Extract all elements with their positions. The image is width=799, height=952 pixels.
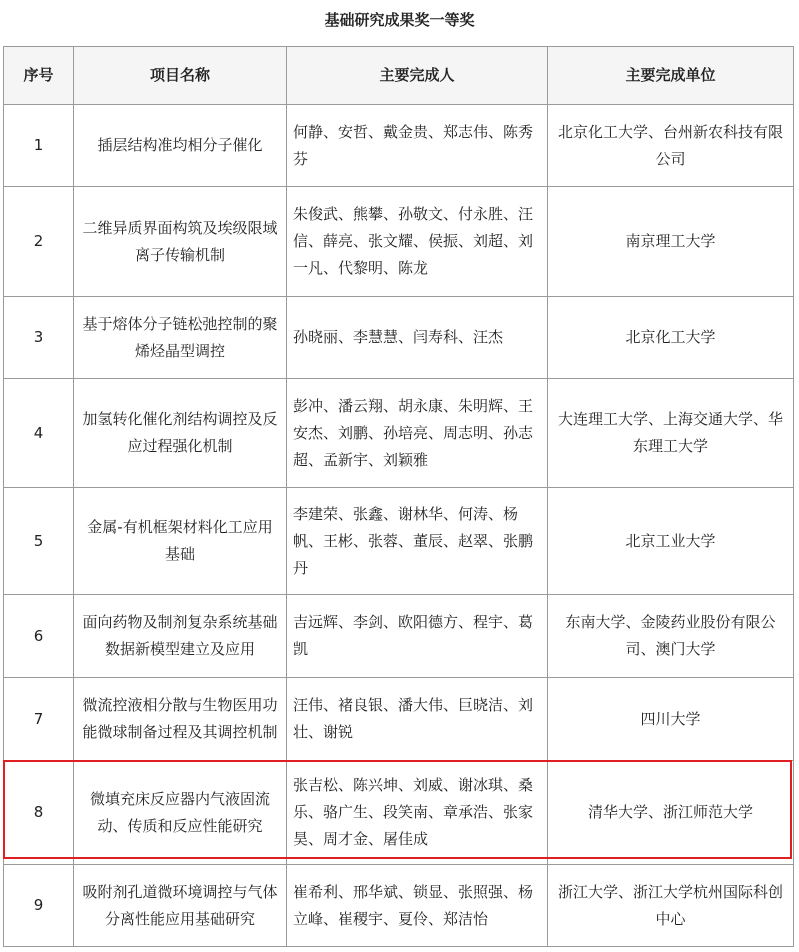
table-row (4, 379, 794, 488)
main-units: 北京工业大学 (548, 488, 794, 595)
table-header-row (4, 47, 794, 105)
main-contributors: 孙晓丽、李慧慧、闫寿科、汪杰 (287, 297, 548, 379)
main-units: 南京理工大学 (548, 187, 794, 297)
row-number: 9 (4, 865, 74, 947)
project-name: 加氢转化催化剂结构调控及反应过程强化机制 (74, 379, 287, 488)
row-number: 6 (4, 595, 74, 678)
main-units: 浙江大学、浙江大学杭州国际科创中心 (548, 865, 794, 947)
page-title: 基础研究成果奖一等奖 (324, 10, 475, 29)
main-contributors: 彭冲、潘云翔、胡永康、朱明辉、王安杰、刘鹏、孙培亮、周志明、孙志超、孟新宇、刘颖雅 (287, 379, 548, 488)
table-row (4, 865, 794, 947)
project-name: 二维异质界面构筑及埃级限域离子传输机制 (74, 187, 287, 297)
main-units: 四川大学 (548, 678, 794, 761)
header-units: 主要完成单位 (548, 47, 794, 105)
main-units: 清华大学、浙江师范大学 (548, 761, 794, 865)
table-row (4, 297, 794, 379)
main-contributors: 朱俊武、熊攀、孙敬文、付永胜、汪信、薛亮、张文耀、侯振、刘超、刘一凡、代黎明、陈龙 (287, 187, 548, 297)
header-name: 项目名称 (74, 47, 287, 105)
project-name: 基于熔体分子链松弛控制的聚烯烃晶型调控 (74, 297, 287, 379)
row-number: 5 (4, 488, 74, 595)
project-name: 面向药物及制剂复杂系统基础数据新模型建立及应用 (74, 595, 287, 678)
awards-table (3, 46, 794, 947)
table-row (4, 105, 794, 187)
main-contributors: 何静、安哲、戴金贵、郑志伟、陈秀芬 (287, 105, 548, 187)
table-row (4, 595, 794, 678)
main-contributors: 李建荣、张鑫、谢林华、何涛、杨帆、王彬、张蓉、董辰、赵翠、张鹏丹 (287, 488, 548, 595)
project-name: 吸附剂孔道微环境调控与气体分离性能应用基础研究 (74, 865, 287, 947)
main-contributors: 汪伟、褚良银、潘大伟、巨晓洁、刘壮、谢锐 (287, 678, 548, 761)
project-name: 金属-有机框架材料化工应用基础 (74, 488, 287, 595)
header-no: 序号 (4, 47, 74, 105)
table-row (4, 488, 794, 595)
header-people: 主要完成人 (287, 47, 548, 105)
row-number: 7 (4, 678, 74, 761)
row-number: 3 (4, 297, 74, 379)
main-contributors: 张吉松、陈兴坤、刘威、谢冰琪、桑乐、骆广生、段笑南、章承浩、张家昊、周才金、屠佳成 (287, 761, 548, 865)
table-row (4, 678, 794, 761)
main-units: 北京化工大学 (548, 297, 794, 379)
project-name: 插层结构准均相分子催化 (74, 105, 287, 187)
main-units: 大连理工大学、上海交通大学、华东理工大学 (548, 379, 794, 488)
row-number: 8 (4, 761, 74, 865)
row-number: 4 (4, 379, 74, 488)
main-contributors: 崔希利、邢华斌、锁显、张照强、杨立峰、崔稷宇、夏伶、郑洁怡 (287, 865, 548, 947)
row-number: 2 (4, 187, 74, 297)
main-units: 北京化工大学、台州新农科技有限公司 (548, 105, 794, 187)
row-number: 1 (4, 105, 74, 187)
project-name: 微流控液相分散与生物医用功能微球制备过程及其调控机制 (74, 678, 287, 761)
main-contributors: 吉远辉、李剑、欧阳德方、程宇、葛凯 (287, 595, 548, 678)
table-row-highlighted (4, 761, 794, 865)
project-name: 微填充床反应器内气液固流动、传质和反应性能研究 (74, 761, 287, 865)
main-units: 东南大学、金陵药业股份有限公司、澳门大学 (548, 595, 794, 678)
table-row (4, 187, 794, 297)
